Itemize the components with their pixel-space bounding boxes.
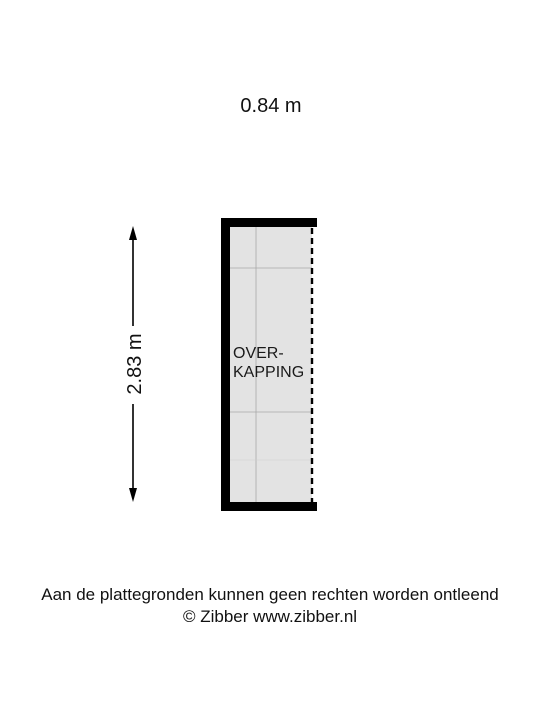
arrow-up-icon: [129, 226, 137, 240]
top-wall: [221, 218, 317, 227]
width-dimension-label: 0.84 m: [240, 95, 302, 117]
height-dimension-label: 2.83 m: [124, 333, 146, 395]
room-overkapping: [221, 218, 317, 511]
room-label-line1: OVER-: [233, 345, 284, 362]
room-label-line2: KAPPING: [233, 364, 305, 381]
arrow-down-icon: [129, 488, 137, 502]
left-wall: [221, 218, 230, 511]
disclaimer-text: Aan de plattegronden kunnen geen rechten worden ontleend: [41, 585, 499, 604]
credit-text: © Zibber www.zibber.nl: [182, 607, 358, 626]
bottom-wall: [221, 502, 317, 511]
